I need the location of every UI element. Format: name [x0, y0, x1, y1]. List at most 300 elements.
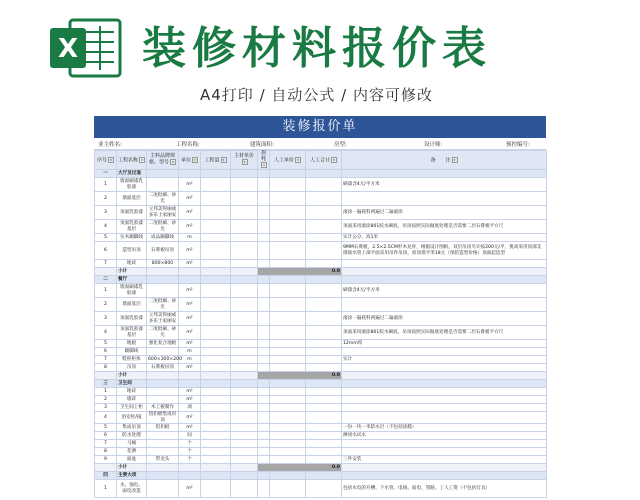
labor-total-cell[interactable] [306, 480, 342, 498]
item-unit[interactable]: m² [179, 298, 201, 312]
item-unit[interactable]: m² [179, 178, 201, 192]
item-unit[interactable]: m² [179, 340, 201, 348]
quantity-cell[interactable] [201, 312, 231, 326]
quantity-cell[interactable] [201, 396, 231, 404]
row-number[interactable]: 3 [95, 312, 117, 326]
item-note[interactable] [342, 404, 547, 412]
cell[interactable] [231, 372, 258, 380]
quantity-cell[interactable] [201, 456, 231, 464]
unit-price-cell[interactable] [231, 206, 258, 220]
unit-price-cell[interactable] [231, 440, 258, 448]
labor-price-cell[interactable] [270, 284, 306, 298]
loss-cell[interactable] [258, 340, 270, 348]
row-number[interactable]: 5 [95, 234, 117, 242]
filter-dropdown-icon[interactable]: ▾ [331, 157, 337, 163]
loss-cell[interactable] [258, 480, 270, 498]
item-name[interactable]: 卫生间上柜 [117, 404, 147, 412]
labor-total-cell[interactable] [306, 298, 342, 312]
item-name[interactable]: 墙面刷漆乳胶漆 [117, 178, 147, 192]
row-number[interactable]: 9 [95, 456, 117, 464]
item-note[interactable] [342, 412, 547, 424]
item-note[interactable]: 实计公分，高1米 [342, 234, 547, 242]
quantity-cell[interactable] [201, 220, 231, 234]
cell[interactable] [231, 268, 258, 276]
filter-dropdown-icon[interactable]: ▾ [170, 159, 176, 165]
cell[interactable] [179, 276, 201, 284]
item-unit[interactable]: m² [179, 220, 201, 234]
item-note[interactable]: 12mm厚 [342, 340, 547, 348]
row-number[interactable]: 3 [95, 404, 117, 412]
item-name[interactable]: 马桶 [117, 440, 147, 448]
cell[interactable] [147, 464, 179, 472]
cell[interactable] [231, 170, 258, 178]
row-number[interactable]: 8 [95, 448, 117, 456]
cell[interactable] [201, 380, 231, 388]
labor-total-cell[interactable] [306, 456, 342, 464]
item-note[interactable]: 一份一块一米防水层（不包括涂膜） [342, 424, 547, 432]
row-number[interactable]: 1 [95, 284, 117, 298]
labor-price-cell[interactable] [270, 404, 306, 412]
quantity-cell[interactable] [201, 242, 231, 260]
unit-price-cell[interactable] [231, 298, 258, 312]
unit-price-cell[interactable] [231, 412, 258, 424]
item-note[interactable]: 滚涂一遍耗料两遍过二遍滚涂 [342, 206, 547, 220]
cell[interactable] [270, 170, 306, 178]
loss-cell[interactable] [258, 412, 270, 424]
cell[interactable] [179, 170, 201, 178]
cell[interactable] [147, 276, 179, 284]
unit-price-cell[interactable] [231, 456, 258, 464]
cell[interactable] [231, 276, 258, 284]
item-unit[interactable]: 个 [179, 440, 201, 448]
item-name[interactable]: 面盆 [117, 456, 147, 464]
row-number[interactable]: 7 [95, 356, 117, 364]
cell[interactable] [147, 268, 179, 276]
unit-price-cell[interactable] [231, 432, 258, 440]
loss-cell[interactable] [258, 432, 270, 440]
item-unit[interactable]: m² [179, 364, 201, 372]
row-number[interactable]: 8 [95, 364, 117, 372]
item-name[interactable]: 墙面基层 [117, 298, 147, 312]
item-spec[interactable] [147, 348, 179, 356]
column-header[interactable] [258, 151, 270, 170]
cell[interactable] [201, 372, 231, 380]
item-note[interactable] [342, 260, 547, 268]
item-spec[interactable] [147, 432, 179, 440]
item-name[interactable]: 地砖 [117, 388, 147, 396]
item-spec[interactable] [147, 284, 179, 298]
column-header[interactable] [201, 151, 231, 170]
item-note[interactable]: 顶面采用滚涂801胶水刷底，吊顶按照实际做底处理是否需要二层石膏板平方尺 [342, 220, 547, 234]
item-name[interactable]: 墙砖 [117, 396, 147, 404]
column-header[interactable] [342, 151, 547, 170]
labor-price-cell[interactable] [270, 424, 306, 432]
item-note[interactable] [342, 364, 547, 372]
item-unit[interactable]: m² [179, 326, 201, 340]
cell[interactable] [342, 170, 547, 178]
labor-total-cell[interactable] [306, 388, 342, 396]
item-spec[interactable] [147, 388, 179, 396]
cell[interactable] [306, 380, 342, 388]
row-number[interactable]: 5 [95, 424, 117, 432]
cell[interactable] [342, 464, 547, 472]
item-name[interactable]: 造型吊顶 [117, 242, 147, 260]
item-unit[interactable]: m² [179, 206, 201, 220]
labor-total-cell[interactable] [306, 340, 342, 348]
labor-price-cell[interactable] [270, 326, 306, 340]
unit-price-cell[interactable] [231, 178, 258, 192]
row-number[interactable]: 3 [95, 206, 117, 220]
labor-total-cell[interactable] [306, 220, 342, 234]
unit-price-cell[interactable] [231, 388, 258, 396]
row-number[interactable]: 7 [95, 260, 117, 268]
labor-price-cell[interactable] [270, 412, 306, 424]
loss-cell[interactable] [258, 404, 270, 412]
item-name[interactable]: 鞋柜柜体 [117, 356, 147, 364]
item-name[interactable]: 实木踢脚线 [117, 234, 147, 242]
labor-total-cell[interactable] [306, 312, 342, 326]
cell[interactable] [306, 170, 342, 178]
loss-cell[interactable] [258, 348, 270, 356]
item-unit[interactable]: m² [179, 396, 201, 404]
quantity-cell[interactable] [201, 480, 231, 498]
unit-price-cell[interactable] [231, 356, 258, 364]
item-note[interactable] [342, 396, 547, 404]
unit-price-cell[interactable] [231, 234, 258, 242]
labor-price-cell[interactable] [270, 480, 306, 498]
labor-price-cell[interactable] [270, 356, 306, 364]
cell[interactable] [179, 464, 201, 472]
item-unit[interactable]: m² [179, 312, 201, 326]
cell[interactable] [258, 380, 270, 388]
labor-total-cell[interactable] [306, 284, 342, 298]
item-note[interactable]: 滚涂一遍耗料两遍过二遍滚涂 [342, 312, 547, 326]
labor-price-cell[interactable] [270, 298, 306, 312]
item-spec[interactable] [147, 396, 179, 404]
quantity-cell[interactable] [201, 234, 231, 242]
cell[interactable] [201, 464, 231, 472]
labor-price-cell[interactable] [270, 388, 306, 396]
labor-total-cell[interactable] [306, 326, 342, 340]
item-note[interactable] [342, 388, 547, 396]
cell[interactable] [201, 170, 231, 178]
item-note[interactable] [342, 440, 547, 448]
item-unit[interactable]: 间 [179, 432, 201, 440]
labor-price-cell[interactable] [270, 206, 306, 220]
row-number[interactable]: 2 [95, 298, 117, 312]
labor-total-cell[interactable] [306, 356, 342, 364]
labor-total-cell[interactable] [306, 234, 342, 242]
unit-price-cell[interactable] [231, 284, 258, 298]
item-spec[interactable]: 成品踢脚线 [147, 234, 179, 242]
cell[interactable] [147, 372, 179, 380]
quantity-cell[interactable] [201, 326, 231, 340]
quantity-cell[interactable] [201, 440, 231, 448]
item-spec[interactable]: 二度批刷、砂光 [147, 298, 179, 312]
row-number[interactable]: 6 [95, 432, 117, 440]
item-spec[interactable]: 强化复合地板 [147, 340, 179, 348]
row-number[interactable]: 2 [95, 396, 117, 404]
item-name[interactable]: 踢脚线 [117, 348, 147, 356]
labor-price-cell[interactable] [270, 242, 306, 260]
item-note[interactable]: 包括水电的开槽、下水管、电线、弱电、管路、工人工资（不包括灯具） [342, 480, 547, 498]
loss-cell[interactable] [258, 440, 270, 448]
item-name[interactable]: 地砖 [117, 260, 147, 268]
quantity-cell[interactable] [201, 432, 231, 440]
unit-price-cell[interactable] [231, 312, 258, 326]
item-note[interactable]: 刷漆含4元/平方米 [342, 178, 547, 192]
item-unit[interactable]: 项 [179, 404, 201, 412]
unit-price-cell[interactable] [231, 480, 258, 498]
loss-cell[interactable] [258, 448, 270, 456]
item-name[interactable]: 浴室柜/镜 [117, 412, 147, 424]
labor-price-cell[interactable] [270, 234, 306, 242]
item-note[interactable] [342, 298, 547, 312]
labor-total-cell[interactable] [306, 192, 342, 206]
labor-price-cell[interactable] [270, 192, 306, 206]
unit-price-cell[interactable] [231, 396, 258, 404]
loss-cell[interactable] [258, 298, 270, 312]
row-number[interactable]: 4 [95, 412, 117, 424]
column-header[interactable] [306, 151, 342, 170]
filter-dropdown-icon[interactable]: ▾ [221, 157, 227, 163]
loss-cell[interactable] [258, 260, 270, 268]
labor-price-cell[interactable] [270, 456, 306, 464]
labor-total-cell[interactable] [306, 448, 342, 456]
item-note[interactable]: 9MM石膏板，2.5×2.5CM杉木龙骨，根据设计图纸，双层吊顶另计按200元/平，挑高采用顶部支撑接水管上部平面采用吊件吊顶，原顶墙平米18元（预防造型价格）顶面起造型 [342, 242, 547, 260]
item-spec[interactable] [147, 480, 179, 498]
cell[interactable] [306, 472, 342, 480]
item-unit[interactable]: m² [179, 260, 201, 268]
item-unit[interactable]: m² [179, 388, 201, 396]
item-name[interactable]: 地板 [117, 340, 147, 348]
item-note[interactable] [342, 348, 547, 356]
labor-total-cell[interactable] [306, 364, 342, 372]
filter-dropdown-icon[interactable]: ▾ [242, 159, 248, 165]
cell[interactable] [342, 472, 547, 480]
item-unit[interactable]: m [179, 348, 201, 356]
labor-total-cell[interactable] [306, 424, 342, 432]
row-number[interactable]: 2 [95, 192, 117, 206]
item-spec[interactable]: 带龙头 [147, 456, 179, 464]
labor-total-cell[interactable] [306, 348, 342, 356]
loss-cell[interactable] [258, 220, 270, 234]
filter-dropdown-icon[interactable]: ▾ [192, 157, 198, 163]
loss-cell[interactable] [258, 234, 270, 242]
column-header[interactable] [270, 151, 306, 170]
item-unit[interactable]: m² [179, 242, 201, 260]
item-spec[interactable]: 立邦美得丽或多乐士家丽安 [147, 312, 179, 326]
item-name[interactable]: 顶面乳胶漆 [117, 312, 147, 326]
labor-total-cell[interactable] [306, 206, 342, 220]
cell[interactable] [258, 472, 270, 480]
labor-total-cell[interactable] [306, 404, 342, 412]
item-note[interactable]: 刷漆含4元/平方米 [342, 284, 547, 298]
cell[interactable] [179, 268, 201, 276]
quantity-cell[interactable] [201, 424, 231, 432]
quantity-cell[interactable] [201, 356, 231, 364]
row-number[interactable]: 4 [95, 326, 117, 340]
loss-cell[interactable] [258, 326, 270, 340]
quantity-cell[interactable] [201, 298, 231, 312]
quantity-cell[interactable] [201, 364, 231, 372]
loss-cell[interactable] [258, 242, 270, 260]
cell[interactable] [231, 380, 258, 388]
cell[interactable] [306, 276, 342, 284]
item-name[interactable]: 吊顶 [117, 364, 147, 372]
item-spec[interactable]: 石膏板吊顶 [147, 242, 179, 260]
item-note[interactable] [342, 192, 547, 206]
column-header[interactable] [231, 151, 258, 170]
labor-price-cell[interactable] [270, 178, 306, 192]
filter-dropdown-icon[interactable]: ▾ [108, 157, 114, 163]
cell[interactable] [231, 464, 258, 472]
cell[interactable] [147, 380, 179, 388]
column-header[interactable] [117, 151, 147, 170]
quantity-cell[interactable] [201, 260, 231, 268]
item-name[interactable]: 顶面乳胶漆基层 [117, 326, 147, 340]
item-spec[interactable] [147, 178, 179, 192]
loss-cell[interactable] [258, 364, 270, 372]
item-unit[interactable]: m [179, 234, 201, 242]
item-note[interactable] [342, 448, 547, 456]
unit-price-cell[interactable] [231, 242, 258, 260]
row-number[interactable]: 5 [95, 340, 117, 348]
quantity-cell[interactable] [201, 284, 231, 298]
labor-total-cell[interactable] [306, 440, 342, 448]
labor-price-cell[interactable] [270, 312, 306, 326]
filter-dropdown-icon[interactable]: ▾ [295, 157, 301, 163]
item-name[interactable]: 水、强电、弱电改造 [117, 480, 147, 498]
item-spec[interactable]: 铝扣板 [147, 424, 179, 432]
cell[interactable] [258, 276, 270, 284]
item-spec[interactable]: 石膏板吊顶 [147, 364, 179, 372]
cell[interactable] [270, 472, 306, 480]
item-unit[interactable]: m² [179, 480, 201, 498]
row-number[interactable]: 7 [95, 440, 117, 448]
item-unit[interactable]: 个 [179, 448, 201, 456]
labor-total-cell[interactable] [306, 260, 342, 268]
item-note[interactable]: 三件安装 [342, 456, 547, 464]
quantity-cell[interactable] [201, 178, 231, 192]
labor-price-cell[interactable] [270, 260, 306, 268]
item-name[interactable]: 墙面刷漆乳胶漆 [117, 284, 147, 298]
item-spec[interactable]: 木工板制作 [147, 404, 179, 412]
loss-cell[interactable] [258, 396, 270, 404]
column-header[interactable] [179, 151, 201, 170]
item-spec[interactable] [147, 448, 179, 456]
unit-price-cell[interactable] [231, 260, 258, 268]
quantity-cell[interactable] [201, 388, 231, 396]
cell[interactable] [342, 380, 547, 388]
cell[interactable] [179, 380, 201, 388]
column-header[interactable] [95, 151, 117, 170]
row-number[interactable]: 1 [95, 480, 117, 498]
item-name[interactable]: 花洒 [117, 448, 147, 456]
unit-price-cell[interactable] [231, 348, 258, 356]
labor-price-cell[interactable] [270, 364, 306, 372]
filter-dropdown-icon[interactable]: ▾ [261, 162, 267, 168]
item-spec[interactable]: 二度批刷、砂光 [147, 192, 179, 206]
cell[interactable] [342, 372, 547, 380]
item-unit[interactable]: m² [179, 192, 201, 206]
item-name[interactable]: 顶面乳胶漆 [117, 206, 147, 220]
item-unit[interactable]: m² [179, 284, 201, 298]
labor-total-cell[interactable] [306, 432, 342, 440]
cell[interactable] [201, 276, 231, 284]
unit-price-cell[interactable] [231, 424, 258, 432]
cell[interactable] [201, 472, 231, 480]
item-spec[interactable] [147, 440, 179, 448]
loss-cell[interactable] [258, 192, 270, 206]
cell[interactable] [270, 276, 306, 284]
filter-dropdown-icon[interactable]: ▾ [139, 157, 145, 163]
labor-price-cell[interactable] [270, 448, 306, 456]
labor-price-cell[interactable] [270, 340, 306, 348]
loss-cell[interactable] [258, 388, 270, 396]
labor-total-cell[interactable] [306, 412, 342, 424]
loss-cell[interactable] [258, 284, 270, 298]
unit-price-cell[interactable] [231, 364, 258, 372]
unit-price-cell[interactable] [231, 192, 258, 206]
item-spec[interactable]: 600×300×200 [148, 356, 183, 362]
row-number[interactable]: 4 [95, 220, 117, 234]
item-name[interactable]: 墙面基层 [117, 192, 147, 206]
cell[interactable] [201, 268, 231, 276]
labor-price-cell[interactable] [270, 432, 306, 440]
labor-total-cell[interactable] [306, 242, 342, 260]
cell[interactable] [270, 380, 306, 388]
row-number[interactable]: 6 [95, 348, 117, 356]
unit-price-cell[interactable] [231, 404, 258, 412]
loss-cell[interactable] [258, 178, 270, 192]
cell[interactable] [179, 472, 201, 480]
row-number[interactable]: 1 [95, 388, 117, 396]
cell[interactable] [258, 170, 270, 178]
item-spec[interactable]: 立邦美得丽或多乐士家丽安 [147, 206, 179, 220]
loss-cell[interactable] [258, 424, 270, 432]
loss-cell[interactable] [258, 206, 270, 220]
item-unit[interactable]: 个 [179, 456, 201, 464]
row-number[interactable]: 1 [95, 178, 117, 192]
quantity-cell[interactable] [201, 404, 231, 412]
item-name[interactable]: 防水处理 [117, 432, 147, 440]
item-note[interactable]: 顶面采用滚涂801胶水刷底，吊顶按照实际做底处理是否需要二层石膏板平方尺 [342, 326, 547, 340]
item-spec[interactable]: 二度批刷、砂光 [147, 326, 179, 340]
item-name[interactable]: 顶面乳胶漆基层 [117, 220, 147, 234]
quantity-cell[interactable] [201, 448, 231, 456]
unit-price-cell[interactable] [231, 220, 258, 234]
unit-price-cell[interactable] [231, 448, 258, 456]
labor-price-cell[interactable] [270, 220, 306, 234]
item-spec[interactable]: 铝扣板集成吊顶 [147, 412, 179, 424]
item-note[interactable]: 淋闭水试水 [342, 432, 547, 440]
cell[interactable] [147, 170, 179, 178]
loss-cell[interactable] [258, 312, 270, 326]
filter-dropdown-icon[interactable]: ▾ [452, 157, 458, 163]
quantity-cell[interactable] [201, 412, 231, 424]
unit-price-cell[interactable] [231, 326, 258, 340]
quantity-cell[interactable] [201, 348, 231, 356]
cell[interactable] [342, 276, 547, 284]
cell[interactable] [231, 472, 258, 480]
loss-cell[interactable] [258, 356, 270, 364]
column-header[interactable] [147, 151, 179, 170]
item-note[interactable]: 实计 [342, 356, 547, 364]
item-spec[interactable]: 800×800 [147, 260, 179, 268]
labor-price-cell[interactable] [270, 348, 306, 356]
labor-total-cell[interactable] [306, 178, 342, 192]
